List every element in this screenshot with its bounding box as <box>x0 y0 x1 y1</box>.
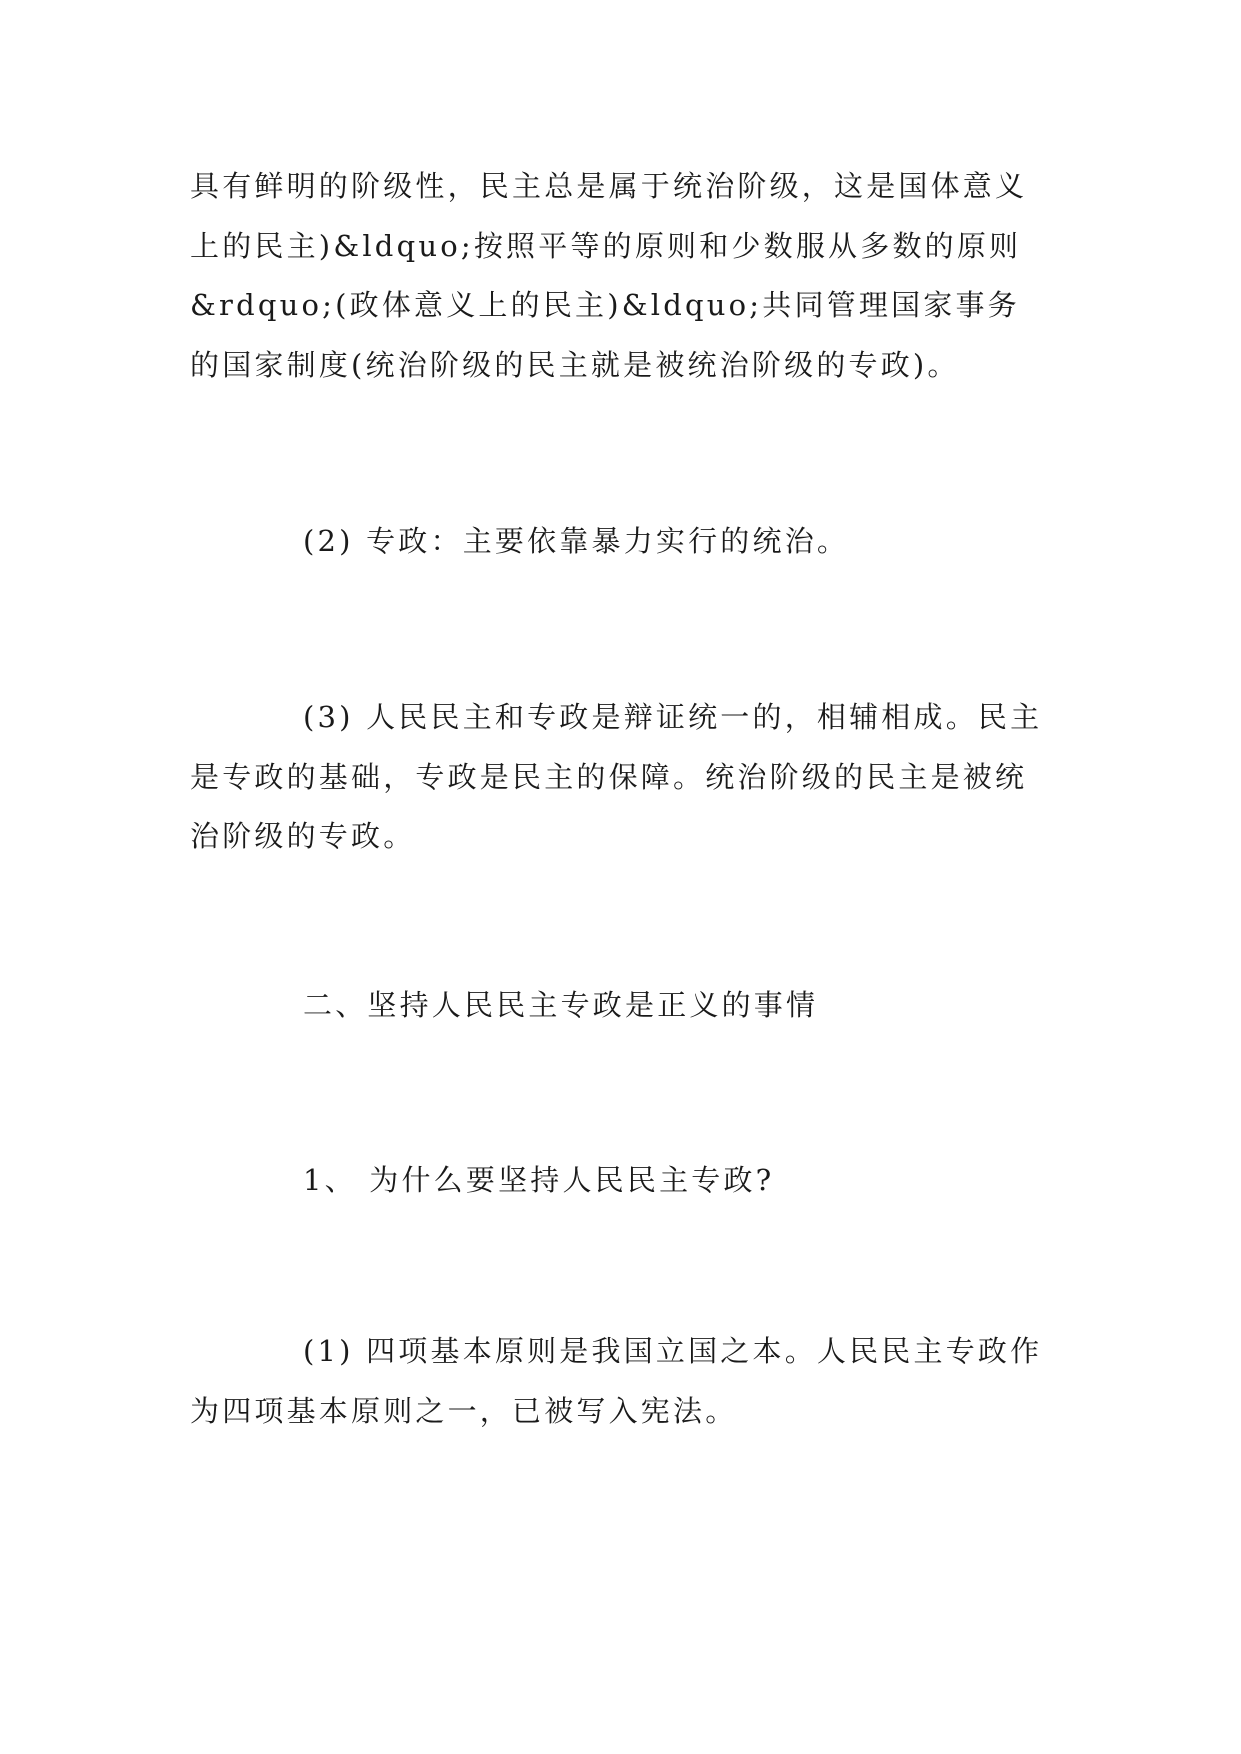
paragraph-dictatorship-definition: (2) 专政：主要依靠暴力实行的统治。 <box>303 524 850 558</box>
paragraph-democracy-definition: 具有鲜明的阶级性，民主总是属于统治阶级，这是国体意义上的民主)&ldquo;按照平等的原则和少数服从多数的原则&rdquo;(政体意义上的民主)&ldquo;共同管理国家事务的国家制度(统治阶级的民主就是被统治阶级的专政)。 <box>190 169 1028 382</box>
paragraph-dialectical-unity: (3) 人民民主和专政是辩证统一的，相辅相成。民主是专政的基础，专政是民主的保障。统治阶级的民主是被统治阶级的专政。 <box>190 700 1043 853</box>
section-heading: 二、坚持人民民主专政是正义的事情 <box>303 988 819 1022</box>
paragraph-four-principles: (1) 四项基本原则是我国立国之本。人民民主专政作为四项基本原则之一，已被写入宪法。 <box>190 1334 1043 1428</box>
subsection-heading: 1、 为什么要坚持人民民主专政? <box>303 1163 775 1197</box>
